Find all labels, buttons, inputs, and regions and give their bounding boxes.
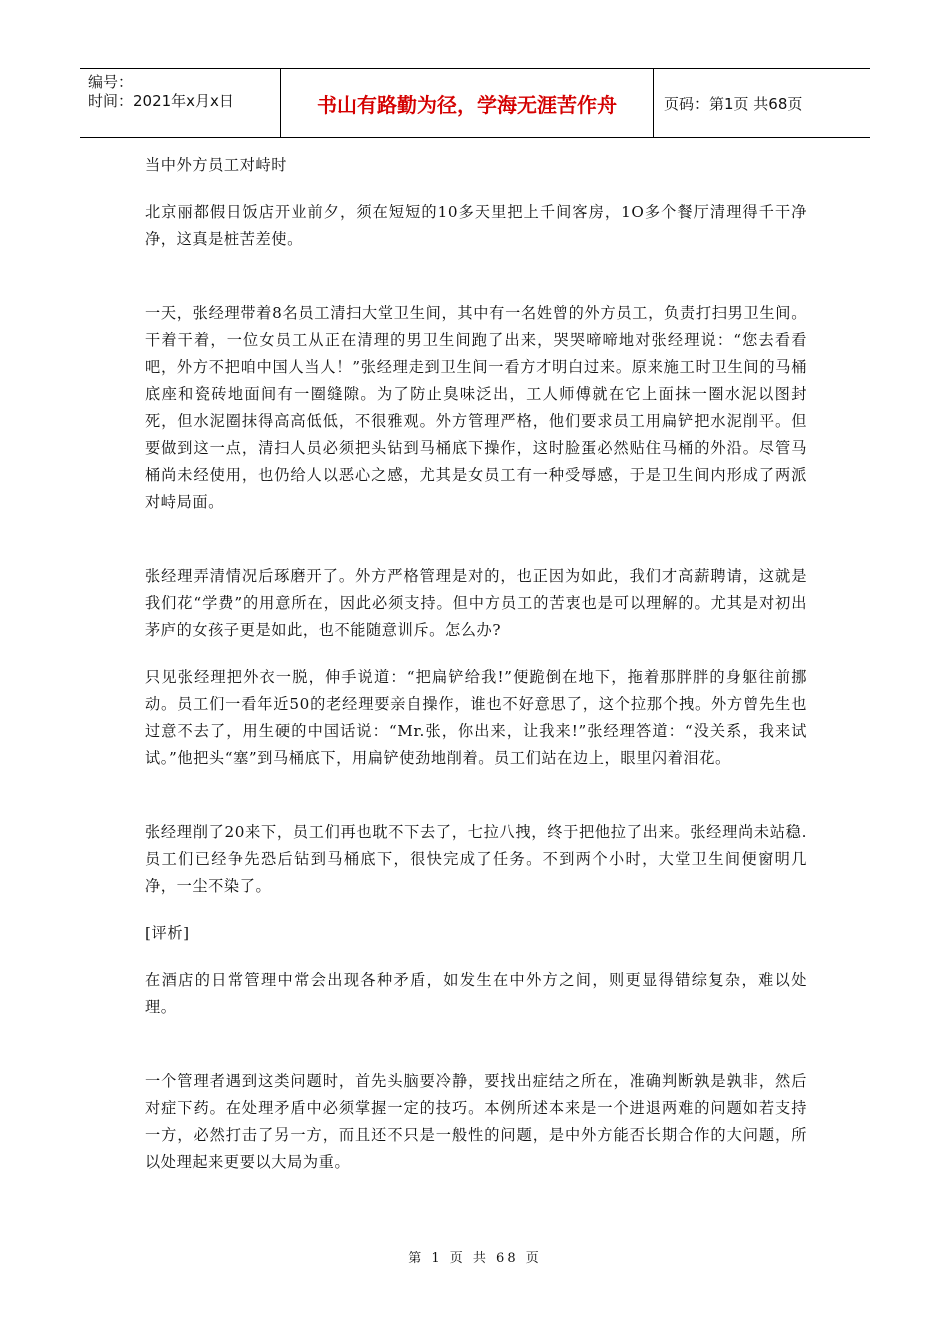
paragraph: 张经理弄清情况后琢磨开了。外方严格管理是对的，也正因为如此，我们才高薪聘请，这就是我们花“学费”的用意所在，因此必须支持。但中方员工的苦衷也是可以理解的。尤其是对初出茅庐的女孩子更是如此，也不能随意训斥。怎么办? [145,567,807,639]
document-number-label: 编号： [88,73,134,91]
header-meta [80,69,281,137]
article-body [145,152,807,1176]
paragraph: 张经理削了20来下，员工们再也耽不下去了，七拉八拽，终于把他拉了出来。张经理尚未站稳.员工们已经争先恐后钻到马桶底下，很快完成了任务。不到两个小时，大堂卫生间便窗明几净，一尘不染了。 [145,823,807,895]
header-motto: 书山有路勤为径，学海无涯苦作舟 [281,69,654,137]
paragraph: 一个管理者遇到这类问题时，首先头脑要冷静，要找出症结之所在，准确判断孰是孰非，然后对症下药。在处理矛盾中必须掌握一定的技巧。本例所述本来是一个进退两难的问题如若支持一方，必然打击了另一方，而且还不只是一般性的问题，是中外方能否长期合作的大问题，所以处理起来更要以大局为重。 [145,1072,807,1171]
page-footer: 第 1 页 共 68 页 [408,1251,542,1266]
page-header [80,68,870,138]
document-time-label: 时间：2021年x月x日 [88,92,234,110]
paragraph: 一天，张经理带着8名员工清扫大堂卫生间，其中有一名姓曾的外方员工，负责打扫男卫生间。干着干着，一位女员工从正在清理的男卫生间跑了出来，哭哭啼啼地对张经理说：“您去看看吧，外方不把咱中国人当人！”张经理走到卫生间一看方才明白过来。原来施工时卫生间的马桶底座和瓷砖地面间有一圈缝隙。为了防止臭味泛出，工人师傅就在它上面抹一圈水泥以图封死，但水泥圈抹得高高低低，不很雅观。外方管理严格，他们要求员工用扁铲把水泥削平。但要做到这一点，清扫人员必须把头钻到马桶底下操作，这时脸蛋必然贴住马桶的外沿。尽管马桶尚未经使用，也仍给人以恶心之感，尤其是女员工有一种受辱感，于是卫生间内形成了两派对峙局面。 [145,304,807,511]
paragraph: 只见张经理把外衣一脱，伸手说道：“把扁铲给我!”便跪倒在地下，拖着那胖胖的身躯往前挪动。员工们一看年近50的老经理要亲自操作，谁也不好意思了，这个拉那个拽。外方曾先生也过意不去了，用生硬的中国话说：“Mr.张，你出来，让我来!”张经理答道：“没关系，我来试试。”他把头“塞”到马桶底下，用扁铲使劲地削着。员工们站在边上，眼里闪着泪花。 [145,668,807,767]
section-label: [评析] [145,924,190,942]
header-page-info: 页码：第1页 共68页 [664,95,803,113]
article-title: 当中外方员工对峙时 [145,156,288,174]
paragraph: 北京丽都假日饭店开业前夕，须在短短的10多天里把上千间客房，1O多个餐厅清理得千干净净，这真是桩苦差使。 [145,203,807,248]
paragraph: 在酒店的日常管理中常会出现各种矛盾，如发生在中外方之间，则更显得错综复杂，难以处理。 [145,971,807,1016]
